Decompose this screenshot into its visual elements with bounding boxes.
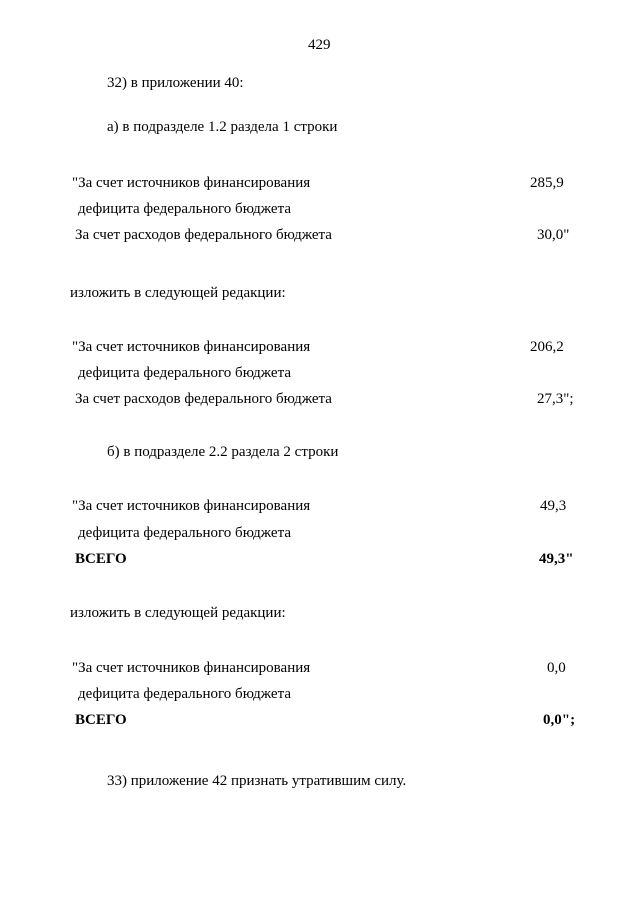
block2-row1-label: "За счет источников финансирования <box>72 339 311 355</box>
subsection-a-heading: а) в подразделе 1.2 раздела 1 строки <box>107 119 338 135</box>
block1-row1-label: "За счет источников финансирования <box>72 175 311 191</box>
block4-total-value: 0,0"; <box>543 712 576 728</box>
item-32-heading: 32) в приложении 40: <box>107 75 244 91</box>
restate-2: изложить в следующей редакции: <box>70 605 286 621</box>
block3-row1-value: 49,3 <box>540 498 567 514</box>
block1-row1-label-cont: дефицита федерального бюджета <box>78 201 291 217</box>
block1-row1-value: 285,9 <box>530 175 564 191</box>
block4-row1-value: 0,0 <box>547 660 566 676</box>
block2-row2-label: За счет расходов федерального бюджета <box>75 391 332 407</box>
subsection-b-heading: б) в подразделе 2.2 раздела 2 строки <box>107 444 339 460</box>
block1-row2-label: За счет расходов федерального бюджета <box>75 227 332 243</box>
block3-row1-label-cont: дефицита федерального бюджета <box>78 525 291 541</box>
block2-row1-label-cont: дефицита федерального бюджета <box>78 365 291 381</box>
item-33-text: 33) приложение 42 признать утратившим силу. <box>107 773 407 789</box>
page-number: 429 <box>308 37 331 53</box>
block3-row1-label: "За счет источников финансирования <box>72 498 311 514</box>
block3-total-label: ВСЕГО <box>75 551 127 567</box>
block4-total-label: ВСЕГО <box>75 712 127 728</box>
block1-row2-value: 30,0" <box>537 227 570 243</box>
block3-total-value: 49,3" <box>539 551 574 567</box>
block2-row1-value: 206,2 <box>530 339 564 355</box>
restate-1: изложить в следующей редакции: <box>70 285 286 301</box>
block4-row1-label: "За счет источников финансирования <box>72 660 311 676</box>
block2-row2-value: 27,3"; <box>537 391 574 407</box>
block4-row1-label-cont: дефицита федерального бюджета <box>78 686 291 702</box>
